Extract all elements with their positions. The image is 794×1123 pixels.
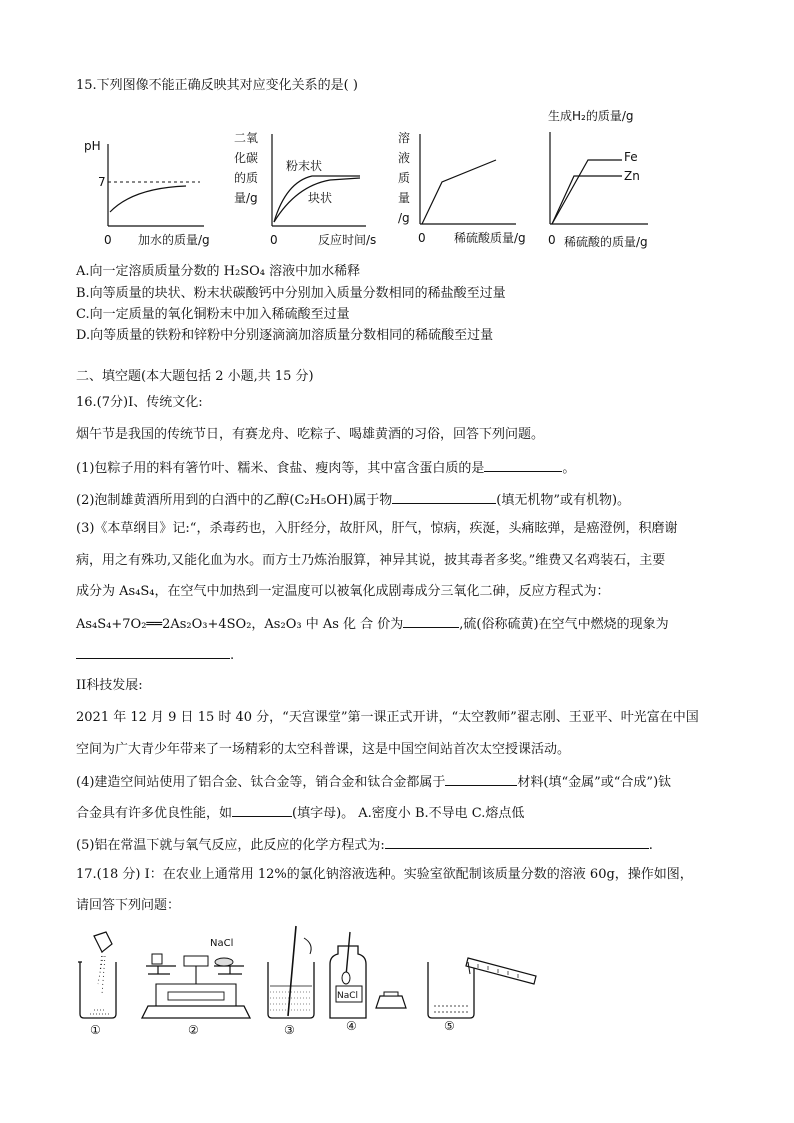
q16-part5-blank[interactable]	[385, 835, 649, 849]
q16-part4-line1	[76, 772, 671, 792]
q16-part2	[76, 490, 630, 510]
nacl-label: NaCl	[210, 938, 234, 949]
graph-c-origin: 0	[418, 231, 426, 245]
q16-intro: 烟午节是我国的传统节日，有赛龙舟、吃粽子、喝雄黄酒的习俗，回答下列问题。	[76, 427, 545, 442]
step3-stir-beaker	[268, 926, 314, 1018]
q16-part4-line2-text: 合金具有许多优良性能，如	[76, 806, 233, 821]
q17-line2: 请回答下列问题：	[76, 898, 181, 913]
q16-part4-blank-material[interactable]	[445, 772, 517, 786]
graph-b-ylabel-2: 化碳	[234, 151, 259, 165]
q15-option-c: C.向一定质量的氧化铜粉末中加入稀硫酸至过量	[76, 307, 350, 322]
q16-part4-line2	[76, 803, 524, 823]
q16-part4-text: (4)建造空间站使用了铝合金、钛合金等，销合金和钛合金都属于	[76, 775, 446, 790]
q16-ii-line1: 2021 年 12 月 9 日 15 时 40 分，“天宫课堂”第一课正式开讲，“太空教师”翟志刚、王亚平、叶光富在中国	[76, 710, 699, 725]
q16-part3-blank-phenomenon[interactable]	[76, 645, 230, 659]
step-number-3: ③	[284, 1023, 295, 1037]
graph-b-label-block: 块状	[308, 191, 333, 205]
q16-part3-line5-end: .	[230, 648, 235, 663]
q16-part3-line5	[76, 645, 234, 665]
step-number-1: ①	[90, 1023, 101, 1037]
q16-part3-sulfur: ,硫(俗称硫黄)在空气中燃烧的现象为	[459, 617, 669, 632]
graph-d-h2	[544, 106, 674, 252]
q16-part3-line3: 成分为 As₄S₄，在空气中加热到一定温度可以被氧化成剧毒成分三氧化二砷，反应方程式为：	[76, 584, 610, 599]
graph-d-label-zn: Zn	[624, 169, 640, 183]
graph-a-xlabel: 加水的质量/g	[138, 233, 210, 247]
graph-c-ylabel-3: 质	[398, 171, 411, 185]
graph-c-ylabel-2: 液	[398, 151, 411, 165]
q16-part1-text: (1)包粽子用的料有箸竹叶、糯米、食盐、瘦肉等，其中富含蛋白质的是	[76, 461, 485, 476]
section-2-heading: 二、填空题(本大题包括 2 小题,共 15 分)	[76, 369, 314, 384]
q15-option-a: A.向一定溶质质量分数的 H₂SO₄ 溶液中加水稀释	[76, 264, 361, 279]
q16-part1-blank[interactable]	[484, 458, 562, 472]
q16-part5-end: .	[648, 838, 653, 853]
step5-cylinder-beaker	[428, 958, 536, 1018]
q16-part2-end: (填无机物”或有机物)。	[496, 493, 631, 508]
lab-apparatus-figure	[72, 922, 552, 1044]
q16-part3-equation: As₄S₄+7O₂══2As₂O₃+4SO₂，As₂O₃ 中 As 化 合 价为	[76, 617, 404, 632]
graph-d-xlabel: 稀硫酸的质量/g	[564, 235, 648, 249]
q17-line1: 17.(18 分) I：在农业上通常用 12%的氯化钠溶液选种。实验室欲配制该质量分数的溶液 60g，操作如图，	[76, 867, 693, 882]
q16-ii-line2: 空间为广大青少年带来了一场精彩的太空科普课，这是中国空间站首次太空授课活动。	[76, 742, 571, 757]
q16-head: 16.(7分)I、传统文化:	[76, 395, 203, 410]
graph-c-solution	[396, 128, 546, 252]
q16-part3-line1: (3)《本草纲目》记:“，杀毒药也，入肝经分，故肝风，肝气，惊病，疾涎，头痛眩弹，是癌澄例，积磨谢	[76, 521, 678, 536]
q16-part3-line4	[76, 614, 669, 634]
graph-c-ylabel-1: 溶	[398, 131, 411, 145]
graph-a-ph	[78, 132, 228, 252]
graph-c-ylabel-5: /g	[398, 211, 410, 225]
graph-c-ylabel-4: 量	[398, 191, 411, 205]
q16-part5	[76, 835, 653, 855]
q15-option-b: B.向等质量的块状、粉末状碳酸钙中分别加入质量分数相同的稀盐酸至过量	[76, 286, 506, 301]
step-number-4: ④	[346, 1019, 357, 1033]
graph-b-co2	[234, 128, 394, 252]
q16-part1	[76, 458, 575, 478]
q16-part4-line2-options: (填字母)。 A.密度小 B.不导电 C.熔点低	[292, 806, 525, 821]
q16-part4-blank-choice[interactable]	[232, 803, 292, 817]
graph-b-ylabel-1: 二氧	[234, 131, 259, 145]
graph-d-fe-line	[552, 160, 622, 224]
bottle-label: NaCl	[337, 991, 359, 1001]
graph-d-label-fe: Fe	[624, 150, 638, 164]
graph-d-title: 生成H₂的质量/g	[548, 109, 634, 123]
graph-b-ylabel-4: 量/g	[234, 191, 258, 205]
q15-option-d: D.向等质量的铁粉和锌粉中分别逐滴滴加溶质量分数相同的稀硫酸至过量	[76, 328, 494, 343]
graph-c-xlabel: 稀硫酸质量/g	[454, 231, 526, 245]
graph-b-ylabel-3: 的质	[234, 171, 259, 185]
q16-part3-line2: 病，用之有殊功,又能化血为水。而方士乃炼治服算，神异其说，披其毒者多奖。”维费又名鸡装石，主要	[76, 553, 666, 568]
graph-a-curve	[110, 186, 186, 212]
step-number-2: ②	[188, 1023, 199, 1037]
graph-c-line	[422, 160, 496, 224]
graph-b-label-powder: 粉末状	[286, 159, 323, 173]
graph-a-ylabel: pH	[84, 139, 101, 153]
q16-part1-end: 。	[562, 461, 576, 476]
q16-part4-text-b: 材料(填“金属”或“合成”)钛	[517, 775, 672, 790]
graph-a-origin: 0	[104, 233, 112, 247]
q15-stem: 15.下列图像不能正确反映其对应变化关系的是( )	[76, 78, 358, 93]
graph-b-xlabel: 反应时间/s	[318, 233, 377, 247]
q16-part5-text: (5)铝在常温下就与氧气反应，此反应的化学方程式为:	[76, 838, 385, 853]
q16-part2-text: (2)泡制雄黄酒所用到的白酒中的乙醇(C₂H₅OH)属于物	[76, 493, 393, 508]
q16-part3-blank-valence[interactable]	[403, 614, 459, 628]
step2-balance	[142, 938, 250, 1018]
q16-ii-head: II科技发展:	[76, 678, 143, 693]
graph-d-origin: 0	[548, 233, 556, 247]
q16-part2-blank[interactable]	[392, 490, 496, 504]
graph-b-origin: 0	[270, 233, 278, 247]
step1-pour-beaker	[78, 932, 116, 1018]
graph-d-zn-line	[552, 176, 622, 224]
graph-a-tick7: 7	[98, 175, 106, 189]
step-number-5: ⑤	[444, 1019, 455, 1033]
step4-reagent-bottle	[330, 932, 406, 1018]
